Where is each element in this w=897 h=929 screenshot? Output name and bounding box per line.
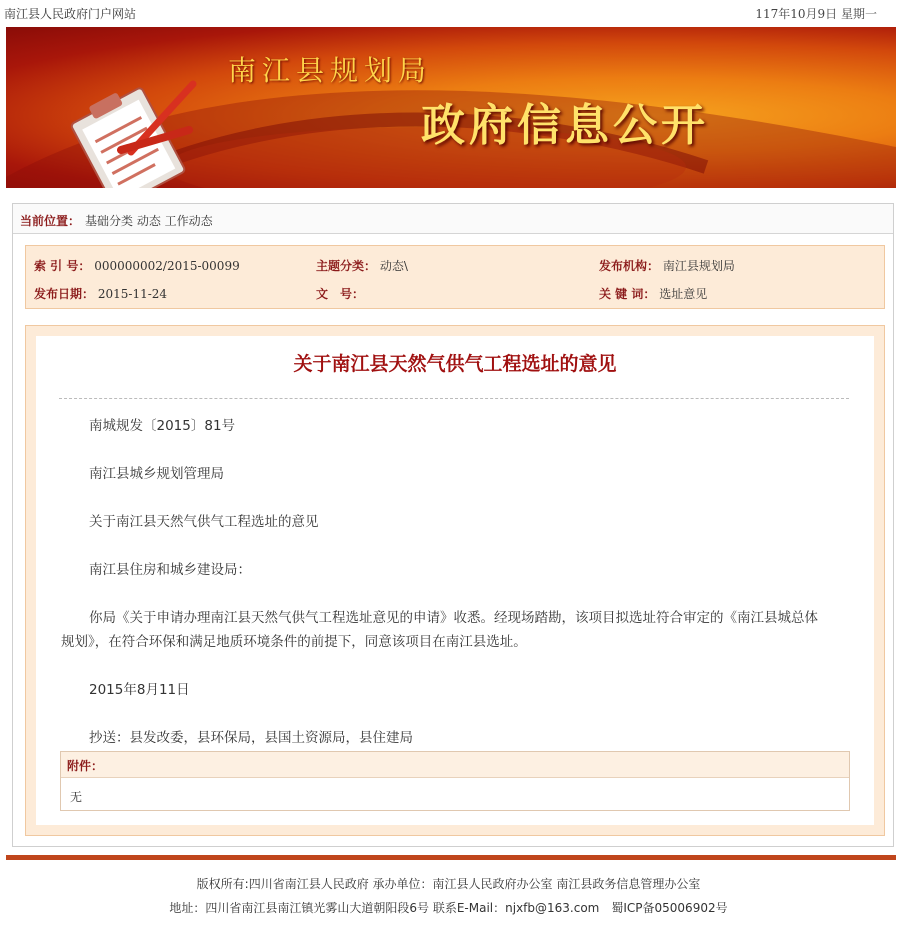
article-title: 关于南江县天然气供气工程选址的意见 (293, 353, 617, 375)
meta-date (34, 285, 167, 302)
title-divider (59, 398, 849, 399)
top-bar (0, 0, 897, 26)
banner-headline: 政府信息公开 (421, 100, 709, 151)
paragraph-docno: 南城规发〔2015〕81号 (89, 418, 236, 434)
meta-docno (316, 285, 364, 302)
meta-index (34, 257, 240, 274)
breadcrumb (13, 204, 893, 234)
breadcrumb-label: 当前位置： (20, 214, 81, 228)
paragraph-cc: 抄送：县发改委，县环保局，县国土资源局，县住建局 (89, 730, 413, 746)
meta-index-label: 索 引 号： (34, 259, 91, 273)
paragraph-date: 2015年8月11日 (89, 682, 190, 698)
footer-copyright: 版权所有:四川省南江县人民政府 承办单位：南江县人民政府办公室 南江县政务信息管理办公室 (196, 877, 701, 891)
attachment-value: 无 (70, 790, 83, 804)
meta-topic-label: 主题分类： (316, 259, 377, 273)
breadcrumb-path[interactable]: 基础分类 动态 工作动态 (85, 214, 213, 228)
meta-topic (316, 257, 408, 274)
meta-keyword-label: 关 键 词： (599, 287, 656, 301)
meta-org (599, 257, 735, 274)
paragraph-body-line1: 你局《关于申请办理南江县天然气供气工程选址意见的申请》收悉。经现场踏勘，该项目拟选址符合审定的《南江县城总体 (89, 610, 818, 626)
meta-topic-value: 动态\ (379, 259, 408, 273)
paragraph-body-line2: 规划》，在符合环保和满足地质环境条件的前提下，同意该项目在南江县选址。 (61, 634, 527, 650)
footer-address: 地址：四川省南江县南江镇光雾山大道朝阳段6号 联系E-Mail：njxfb@163.com 蜀ICP备05006902号 (169, 901, 728, 915)
meta-org-value: 南江县规划局 (662, 259, 735, 273)
meta-date-value: 2015-11-24 (97, 287, 168, 301)
document-metadata (25, 245, 885, 309)
paragraph-recipient: 南江县住房和城乡建设局： (89, 562, 251, 578)
meta-index-value: 000000002/2015-00099 (94, 259, 240, 273)
paragraph-issuer: 南江县城乡规划管理局 (89, 466, 224, 482)
header-banner (6, 27, 896, 188)
clipboard-pen-icon (61, 72, 211, 188)
paragraph-subject: 关于南江县天然气供气工程选址的意见 (89, 514, 319, 530)
meta-docno-label: 文 号： (316, 287, 365, 301)
attachment-label: 附件： (61, 752, 849, 778)
footer (0, 872, 897, 920)
current-date: 117年10月9日 星期一 (755, 7, 877, 21)
meta-keyword (599, 285, 707, 302)
attachment-box (60, 751, 850, 811)
meta-keyword-value: 选址意见 (659, 287, 708, 301)
meta-org-label: 发布机构： (599, 259, 660, 273)
site-name[interactable]: 南江县人民政府门户网站 (4, 7, 137, 21)
meta-date-label: 发布日期： (34, 287, 95, 301)
footer-divider (6, 855, 896, 860)
banner-dept-name: 南江县规划局 (228, 54, 433, 87)
